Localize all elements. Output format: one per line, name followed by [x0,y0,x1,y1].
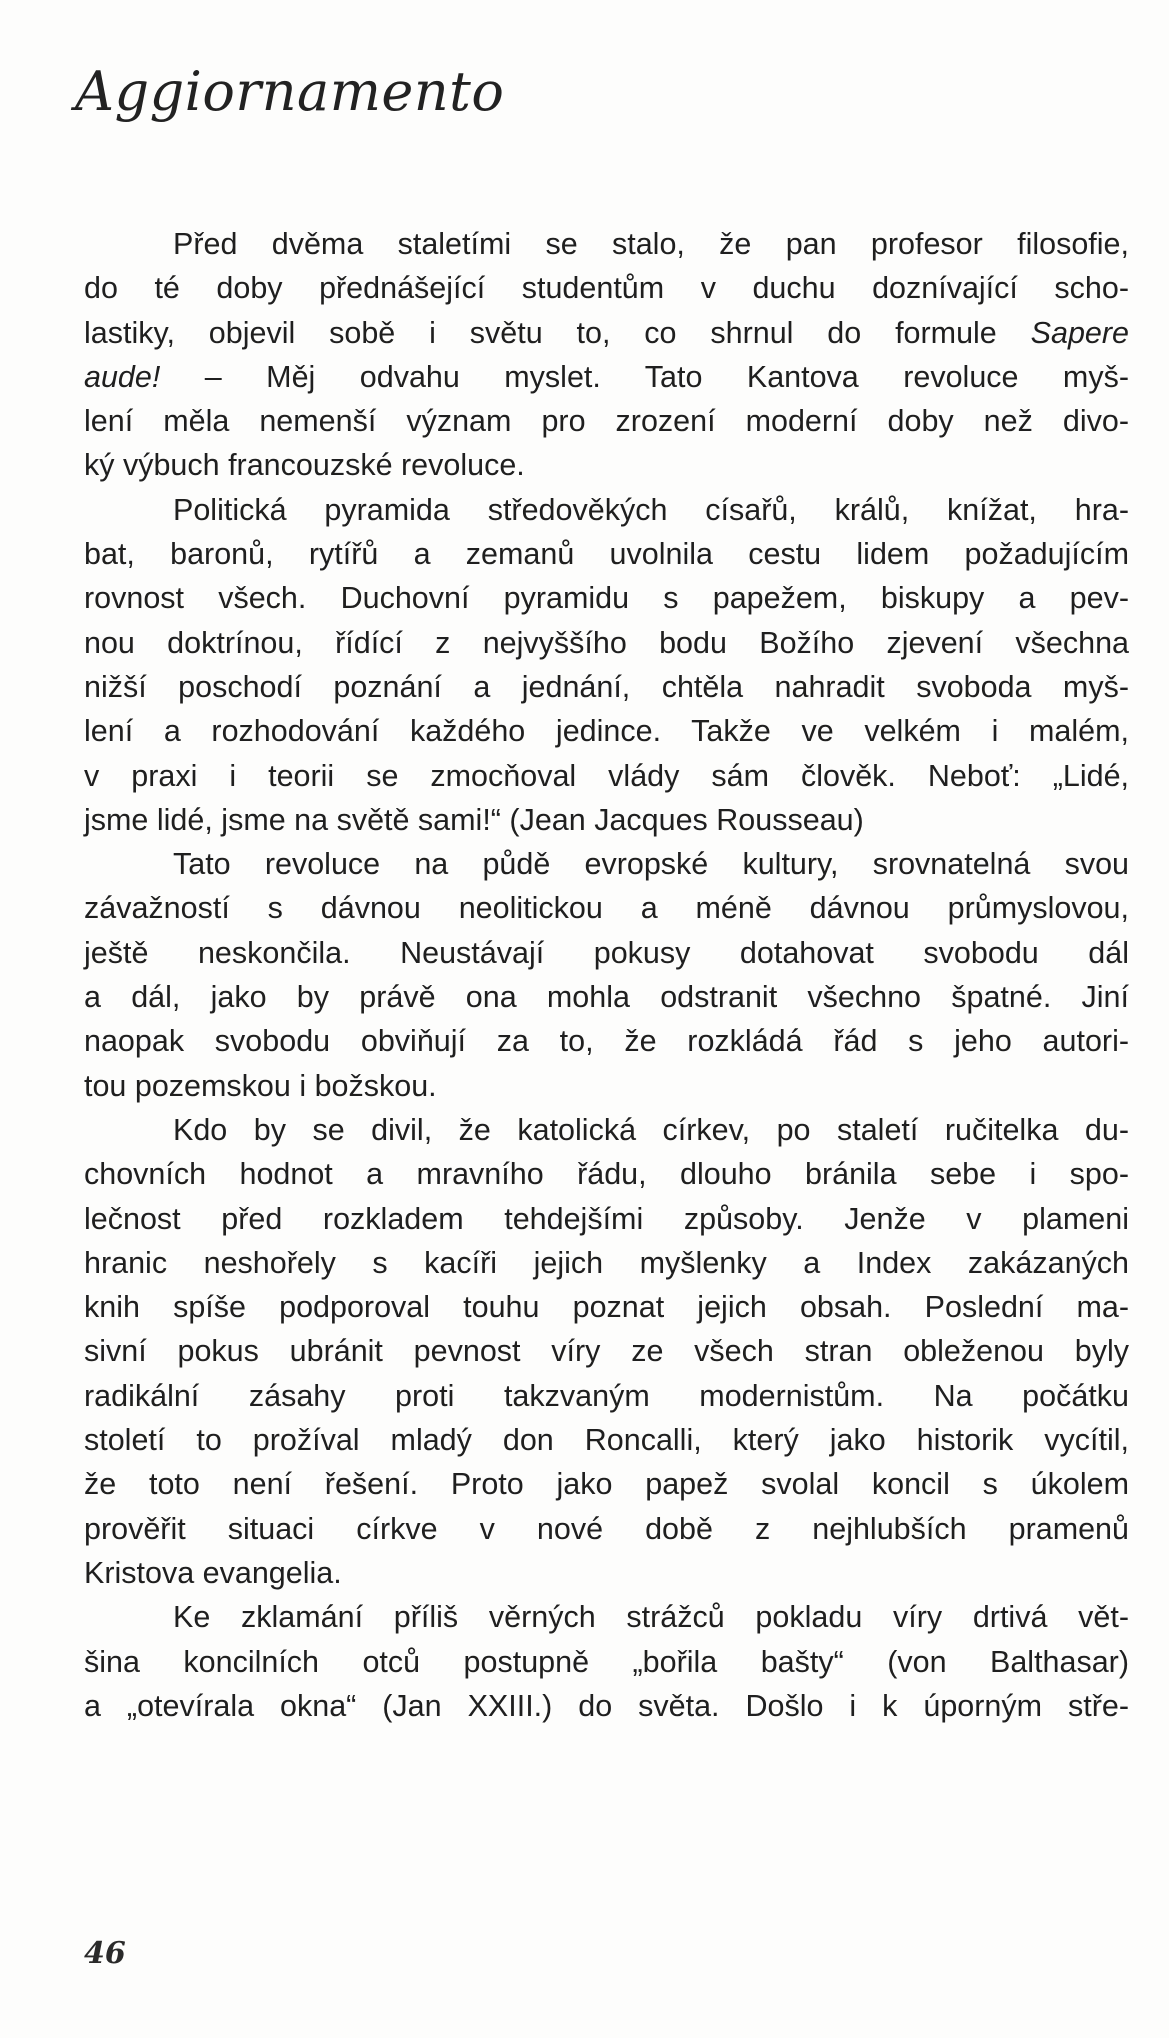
text-span: radikální zásahy proti takzvaným modernistům. Na počátku [84,1378,1129,1413]
text-line [84,266,1129,310]
text-span: v praxi i teorii se zmocňoval vlády sám člověk. Neboť: „Lidé, [84,758,1129,793]
text-span: do té doby přednášející studentům v duchu doznívající scho- [84,271,1129,306]
text-line [84,754,1129,798]
text-span: Kdo by se divil, že katolická církev, po staletí ručitelka du- [173,1112,1129,1147]
text-span: století to prožíval mladý don Roncalli, který jako historik vycítil, [84,1423,1129,1458]
text-line [84,311,1129,355]
text-span: ještě neskončila. Neustávají pokusy dotahovat svobodu dál [84,935,1129,970]
text-line [84,399,1129,443]
text-line [84,1507,1129,1551]
page-number: 46 [84,1936,126,1971]
text-line [84,1640,1129,1684]
text-line [84,1152,1129,1196]
text-span: Politická pyramida středověkých císařů, králů, knížat, hra- [173,492,1129,527]
text-span: a „otevírala okna“ (Jan XXIII.) do světa. Došlo i k úporným stře- [84,1688,1129,1723]
text-span: a dál, jako by právě ona mohla odstranit všechno špatné. Jiní [84,980,1129,1015]
text-span: tou pozemskou i božskou. [84,1068,437,1103]
text-line [84,931,1129,975]
text-line [84,1329,1129,1373]
text-line [84,1418,1129,1462]
text-line [84,1595,1129,1639]
text-span: lastiky, objevil sobě i světu to, co shrnul do formule [84,315,1031,350]
text-line [84,222,1129,266]
text-span: bat, baronů, rytířů a zemanů uvolnila cestu lidem požadujícím [84,537,1129,572]
text-span: lečnost před rozkladem tehdejšími způsoby. Jenže v plameni [84,1201,1129,1236]
text-span: šina koncilních otců postupně „bořila bašty“ (von Balthasar) [84,1644,1129,1679]
text-line [84,886,1129,930]
text-span: – Měj odvahu myslet. Tato Kantova revoluce myš- [160,359,1129,394]
chapter-body-text [84,222,1129,1728]
text-span: nou doktrínou, řídící z nejvyššího bodu Božího zjevení všechna [84,625,1129,660]
text-span: prověřit situaci církve v nové době z nejhlubších pramenů [84,1511,1129,1546]
text-line [84,621,1129,665]
text-line [84,975,1129,1019]
text-span: Před dvěma staletími se stalo, že pan profesor filosofie, [173,227,1129,261]
text-line [84,709,1129,753]
text-line [84,665,1129,709]
text-span: ký výbuch francouzské revoluce. [84,448,525,483]
text-line [84,1285,1129,1329]
text-span: jsme lidé, jsme na světě sami!“ (Jean Jacques Rousseau) [84,802,864,837]
text-span: rovnost všech. Duchovní pyramidu s papežem, biskupy a pev- [84,581,1129,616]
text-span: knih spíše podporoval touhu poznat jejich obsah. Poslední ma- [84,1290,1129,1325]
text-span: lení a rozhodování každého jedince. Takže ve velkém i malém, [84,714,1129,749]
text-line [84,1374,1129,1418]
chapter-title: Aggiornamento [75,60,505,123]
text-span: lení měla nemenší význam pro zrození moderní doby než divo- [84,404,1129,439]
italic-text: Sapere [1030,315,1129,350]
text-span: hranic neshořely s kacíři jejich myšlenky a Index zakázaných [84,1245,1129,1280]
text-line [84,1551,1129,1595]
text-span: že toto není řešení. Proto jako papež svolal koncil s úkolem [84,1467,1129,1502]
italic-text: aude! [84,359,161,394]
text-line [84,532,1129,576]
text-line [84,798,1129,842]
text-line [84,1064,1129,1108]
text-line [84,488,1129,532]
text-span: sivní pokus ubránit pevnost víry ze všech stran obleženou byly [84,1334,1129,1369]
text-line [84,1108,1129,1152]
text-line [84,1197,1129,1241]
text-span: Kristova evangelia. [84,1555,342,1590]
text-span: Tato revoluce na půdě evropské kultury, srovnatelná svou [173,847,1129,882]
text-line [84,443,1129,487]
text-line [84,1684,1129,1728]
text-line [84,842,1129,886]
text-span: závažností s dávnou neolitickou a méně dávnou průmyslovou, [84,891,1129,926]
text-span: naopak svobodu obviňují za to, že rozkládá řád s jeho autori- [84,1024,1129,1059]
text-line [84,355,1129,399]
text-line [84,1019,1129,1063]
text-span: chovních hodnot a mravního řádu, dlouho bránila sebe i spo- [84,1157,1129,1192]
text-span: Ke zklamání příliš věrných strážců pokladu víry drtivá vět- [173,1600,1129,1635]
text-line [84,1462,1129,1506]
text-line [84,576,1129,620]
text-line [84,1241,1129,1285]
text-span: nižší poschodí poznání a jednání, chtěla nahradit svoboda myš- [84,669,1129,704]
